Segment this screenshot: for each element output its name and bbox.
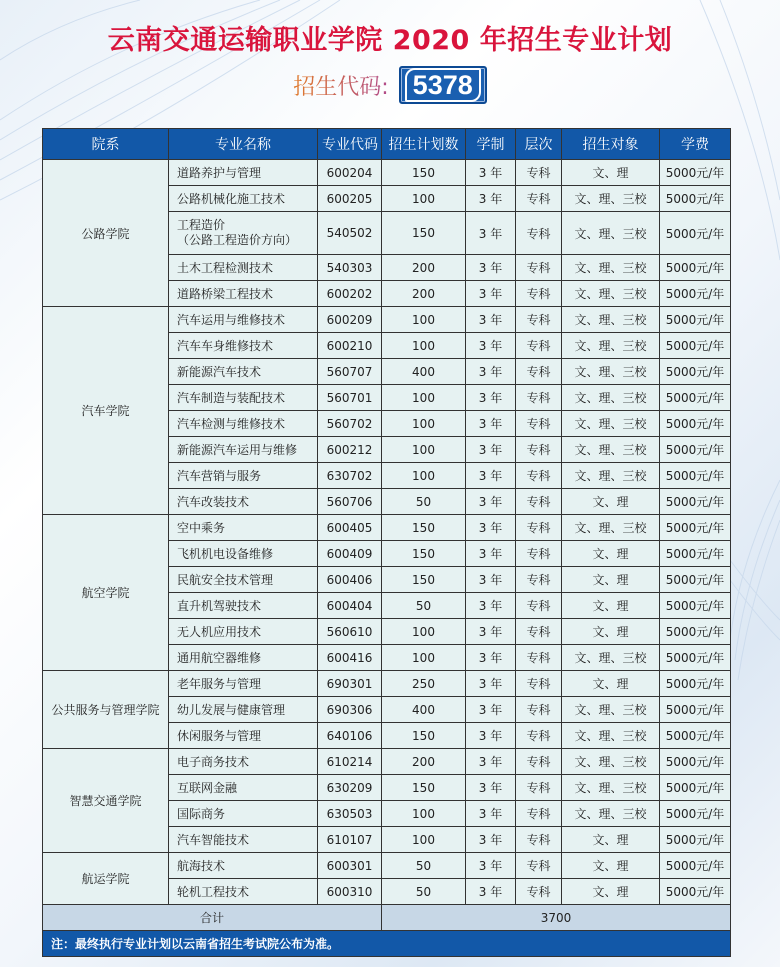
level-cell: 专科 (516, 281, 562, 307)
target-cell: 文、理 (562, 879, 660, 905)
target-cell: 文、理、三校 (562, 333, 660, 359)
major-cell: 道路桥梁工程技术 (169, 281, 318, 307)
department-cell: 汽车学院 (43, 307, 169, 515)
level-cell: 专科 (516, 437, 562, 463)
target-cell: 文、理、三校 (562, 645, 660, 671)
major-cell: 新能源汽车运用与维修 (169, 437, 318, 463)
major-cell: 汽车智能技术 (169, 827, 318, 853)
code-cell: 560706 (318, 489, 382, 515)
target-cell: 文、理、三校 (562, 437, 660, 463)
duration-cell: 3 年 (466, 333, 516, 359)
quota-cell: 150 (382, 775, 466, 801)
quota-cell: 200 (382, 281, 466, 307)
target-cell: 文、理 (562, 671, 660, 697)
code-cell: 600416 (318, 645, 382, 671)
duration-cell: 3 年 (466, 463, 516, 489)
major-cell: 通用航空器维修 (169, 645, 318, 671)
target-cell: 文、理 (562, 567, 660, 593)
level-cell: 专科 (516, 619, 562, 645)
code-cell: 600405 (318, 515, 382, 541)
duration-cell: 3 年 (466, 385, 516, 411)
code-cell: 600210 (318, 333, 382, 359)
code-cell: 690301 (318, 671, 382, 697)
level-cell: 专科 (516, 385, 562, 411)
level-cell: 专科 (516, 567, 562, 593)
code-cell: 600204 (318, 160, 382, 186)
quota-cell: 400 (382, 359, 466, 385)
table-row (43, 853, 731, 879)
level-cell: 专科 (516, 775, 562, 801)
table-row (43, 160, 731, 186)
fee-cell: 5000元/年 (660, 281, 731, 307)
total-row (43, 905, 731, 931)
quota-cell: 50 (382, 853, 466, 879)
fee-cell: 5000元/年 (660, 489, 731, 515)
header-department: 院系 (43, 129, 169, 160)
department-cell: 航空学院 (43, 515, 169, 671)
quota-cell: 100 (382, 801, 466, 827)
major-cell: 汽车营销与服务 (169, 463, 318, 489)
quota-cell: 50 (382, 593, 466, 619)
table-row (43, 749, 731, 775)
major-cell: 互联网金融 (169, 775, 318, 801)
quota-cell: 150 (382, 723, 466, 749)
major-cell: 飞机机电设备维修 (169, 541, 318, 567)
level-cell: 专科 (516, 411, 562, 437)
major-cell (169, 212, 318, 255)
level-cell: 专科 (516, 593, 562, 619)
code-cell: 630209 (318, 775, 382, 801)
code-cell: 600205 (318, 186, 382, 212)
major-cell: 土木工程检测技术 (169, 255, 318, 281)
duration-cell: 3 年 (466, 879, 516, 905)
code-cell: 630503 (318, 801, 382, 827)
header-level: 层次 (516, 129, 562, 160)
admission-code-label: 招生代码: (293, 70, 388, 101)
level-cell: 专科 (516, 879, 562, 905)
level-cell: 专科 (516, 645, 562, 671)
major-cell: 幼儿发展与健康管理 (169, 697, 318, 723)
target-cell: 文、理、三校 (562, 775, 660, 801)
major-cell: 电子商务技术 (169, 749, 318, 775)
level-cell: 专科 (516, 801, 562, 827)
target-cell: 文、理 (562, 541, 660, 567)
fee-cell: 5000元/年 (660, 333, 731, 359)
major-name: 工程造价 (177, 218, 226, 232)
duration-cell: 3 年 (466, 671, 516, 697)
duration-cell: 3 年 (466, 645, 516, 671)
target-cell: 文、理、三校 (562, 281, 660, 307)
duration-cell: 3 年 (466, 411, 516, 437)
target-cell: 文、理 (562, 827, 660, 853)
target-cell: 文、理、三校 (562, 723, 660, 749)
quota-cell: 150 (382, 160, 466, 186)
fee-cell: 5000元/年 (660, 541, 731, 567)
header-target: 招生对象 (562, 129, 660, 160)
major-cell: 轮机工程技术 (169, 879, 318, 905)
duration-cell: 3 年 (466, 489, 516, 515)
quota-cell: 100 (382, 463, 466, 489)
major-cell: 老年服务与管理 (169, 671, 318, 697)
code-cell: 630702 (318, 463, 382, 489)
table-header-row (43, 129, 731, 160)
fee-cell: 5000元/年 (660, 697, 731, 723)
duration-cell: 3 年 (466, 541, 516, 567)
fee-cell: 5000元/年 (660, 515, 731, 541)
page-title: 云南交通运输职业学院 2020 年招生专业计划 (107, 25, 673, 56)
target-cell: 文、理、三校 (562, 515, 660, 541)
duration-cell: 3 年 (466, 160, 516, 186)
quota-cell: 50 (382, 489, 466, 515)
duration-cell: 3 年 (466, 212, 516, 255)
duration-cell: 3 年 (466, 515, 516, 541)
table-row (43, 515, 731, 541)
fee-cell: 5000元/年 (660, 749, 731, 775)
duration-cell: 3 年 (466, 749, 516, 775)
quota-cell: 50 (382, 879, 466, 905)
code-cell: 560702 (318, 411, 382, 437)
target-cell: 文、理、三校 (562, 749, 660, 775)
header-duration: 学制 (466, 129, 516, 160)
quota-cell: 100 (382, 186, 466, 212)
quota-cell: 150 (382, 567, 466, 593)
target-cell: 文、理、三校 (562, 801, 660, 827)
fee-cell: 5000元/年 (660, 307, 731, 333)
quota-cell: 100 (382, 645, 466, 671)
code-cell: 560610 (318, 619, 382, 645)
fee-cell: 5000元/年 (660, 160, 731, 186)
level-cell: 专科 (516, 541, 562, 567)
fee-cell: 5000元/年 (660, 801, 731, 827)
major-cell: 公路机械化施工技术 (169, 186, 318, 212)
target-cell: 文、理 (562, 160, 660, 186)
level-cell: 专科 (516, 853, 562, 879)
code-cell: 600404 (318, 593, 382, 619)
level-cell: 专科 (516, 749, 562, 775)
enrollment-plan-table (42, 128, 731, 957)
quota-cell: 250 (382, 671, 466, 697)
fee-cell: 5000元/年 (660, 723, 731, 749)
department-cell: 航运学院 (43, 853, 169, 905)
target-cell: 文、理、三校 (562, 255, 660, 281)
duration-cell: 3 年 (466, 619, 516, 645)
level-cell: 专科 (516, 489, 562, 515)
code-cell: 690306 (318, 697, 382, 723)
code-cell: 560701 (318, 385, 382, 411)
major-cell: 休闲服务与管理 (169, 723, 318, 749)
level-cell: 专科 (516, 463, 562, 489)
fee-cell: 5000元/年 (660, 853, 731, 879)
code-cell: 610214 (318, 749, 382, 775)
quota-cell: 150 (382, 515, 466, 541)
level-cell: 专科 (516, 212, 562, 255)
admission-code-value: 5378 (405, 68, 481, 102)
quota-cell: 100 (382, 385, 466, 411)
total-value: 3700 (382, 905, 731, 931)
fee-cell: 5000元/年 (660, 186, 731, 212)
target-cell: 文、理、三校 (562, 411, 660, 437)
fee-cell: 5000元/年 (660, 879, 731, 905)
code-cell: 540303 (318, 255, 382, 281)
major-cell: 航海技术 (169, 853, 318, 879)
department-cell: 公路学院 (43, 160, 169, 307)
duration-cell: 3 年 (466, 359, 516, 385)
duration-cell: 3 年 (466, 307, 516, 333)
code-cell: 540502 (318, 212, 382, 255)
fee-cell: 5000元/年 (660, 411, 731, 437)
major-cell: 汽车运用与维修技术 (169, 307, 318, 333)
target-cell: 文、理、三校 (562, 463, 660, 489)
code-cell: 640106 (318, 723, 382, 749)
duration-cell: 3 年 (466, 255, 516, 281)
header-code: 专业代码 (318, 129, 382, 160)
duration-cell: 3 年 (466, 827, 516, 853)
fee-cell: 5000元/年 (660, 437, 731, 463)
quota-cell: 200 (382, 255, 466, 281)
major-cell: 新能源汽车技术 (169, 359, 318, 385)
code-cell: 600202 (318, 281, 382, 307)
admission-code-badge (399, 66, 487, 104)
target-cell: 文、理、三校 (562, 212, 660, 255)
quota-cell: 400 (382, 697, 466, 723)
header-fee: 学费 (660, 129, 731, 160)
level-cell: 专科 (516, 186, 562, 212)
level-cell: 专科 (516, 723, 562, 749)
code-cell: 560707 (318, 359, 382, 385)
major-cell: 道路养护与管理 (169, 160, 318, 186)
duration-cell: 3 年 (466, 801, 516, 827)
target-cell: 文、理、三校 (562, 359, 660, 385)
level-cell: 专科 (516, 359, 562, 385)
admission-code-row (0, 66, 780, 104)
fee-cell: 5000元/年 (660, 775, 731, 801)
duration-cell: 3 年 (466, 593, 516, 619)
quota-cell: 150 (382, 212, 466, 255)
code-cell: 600310 (318, 879, 382, 905)
fee-cell: 5000元/年 (660, 593, 731, 619)
fee-cell: 5000元/年 (660, 645, 731, 671)
fee-cell: 5000元/年 (660, 567, 731, 593)
fee-cell: 5000元/年 (660, 619, 731, 645)
duration-cell: 3 年 (466, 775, 516, 801)
note-row (43, 931, 731, 957)
table-row (43, 671, 731, 697)
fee-cell: 5000元/年 (660, 255, 731, 281)
code-cell: 600212 (318, 437, 382, 463)
fee-cell: 5000元/年 (660, 385, 731, 411)
fee-cell: 5000元/年 (660, 827, 731, 853)
major-cell: 民航安全技术管理 (169, 567, 318, 593)
quota-cell: 100 (382, 827, 466, 853)
target-cell: 文、理、三校 (562, 385, 660, 411)
duration-cell: 3 年 (466, 697, 516, 723)
fee-cell: 5000元/年 (660, 671, 731, 697)
major-cell: 汽车车身维修技术 (169, 333, 318, 359)
major-cell: 空中乘务 (169, 515, 318, 541)
quota-cell: 150 (382, 541, 466, 567)
major-subtitle: （公路工程造价方向） (177, 233, 298, 247)
level-cell: 专科 (516, 697, 562, 723)
code-cell: 600406 (318, 567, 382, 593)
code-cell: 600301 (318, 853, 382, 879)
level-cell: 专科 (516, 515, 562, 541)
quota-cell: 100 (382, 619, 466, 645)
major-cell: 无人机应用技术 (169, 619, 318, 645)
quota-cell: 100 (382, 411, 466, 437)
code-cell: 600209 (318, 307, 382, 333)
target-cell: 文、理 (562, 619, 660, 645)
fee-cell: 5000元/年 (660, 463, 731, 489)
level-cell: 专科 (516, 255, 562, 281)
code-cell: 610107 (318, 827, 382, 853)
level-cell: 专科 (516, 160, 562, 186)
duration-cell: 3 年 (466, 723, 516, 749)
target-cell: 文、理、三校 (562, 186, 660, 212)
major-cell: 汽车改装技术 (169, 489, 318, 515)
major-cell: 汽车制造与装配技术 (169, 385, 318, 411)
level-cell: 专科 (516, 307, 562, 333)
major-cell: 国际商务 (169, 801, 318, 827)
level-cell: 专科 (516, 333, 562, 359)
target-cell: 文、理、三校 (562, 697, 660, 723)
fee-cell: 5000元/年 (660, 359, 731, 385)
quota-cell: 100 (382, 437, 466, 463)
target-cell: 文、理、三校 (562, 307, 660, 333)
major-cell: 汽车检测与维修技术 (169, 411, 318, 437)
target-cell: 文、理 (562, 489, 660, 515)
duration-cell: 3 年 (466, 853, 516, 879)
code-cell: 600409 (318, 541, 382, 567)
table-row (43, 307, 731, 333)
quota-cell: 100 (382, 307, 466, 333)
level-cell: 专科 (516, 671, 562, 697)
header-major: 专业名称 (169, 129, 318, 160)
level-cell: 专科 (516, 827, 562, 853)
header-quota: 招生计划数 (382, 129, 466, 160)
major-cell: 直升机驾驶技术 (169, 593, 318, 619)
duration-cell: 3 年 (466, 281, 516, 307)
department-cell: 智慧交通学院 (43, 749, 169, 853)
target-cell: 文、理 (562, 593, 660, 619)
footnote: 注：最终执行专业计划以云南省招生考试院公布为准。 (43, 931, 731, 957)
duration-cell: 3 年 (466, 567, 516, 593)
duration-cell: 3 年 (466, 186, 516, 212)
target-cell: 文、理 (562, 853, 660, 879)
quota-cell: 200 (382, 749, 466, 775)
fee-cell: 5000元/年 (660, 212, 731, 255)
department-cell: 公共服务与管理学院 (43, 671, 169, 749)
duration-cell: 3 年 (466, 437, 516, 463)
total-label: 合计 (43, 905, 382, 931)
quota-cell: 100 (382, 333, 466, 359)
